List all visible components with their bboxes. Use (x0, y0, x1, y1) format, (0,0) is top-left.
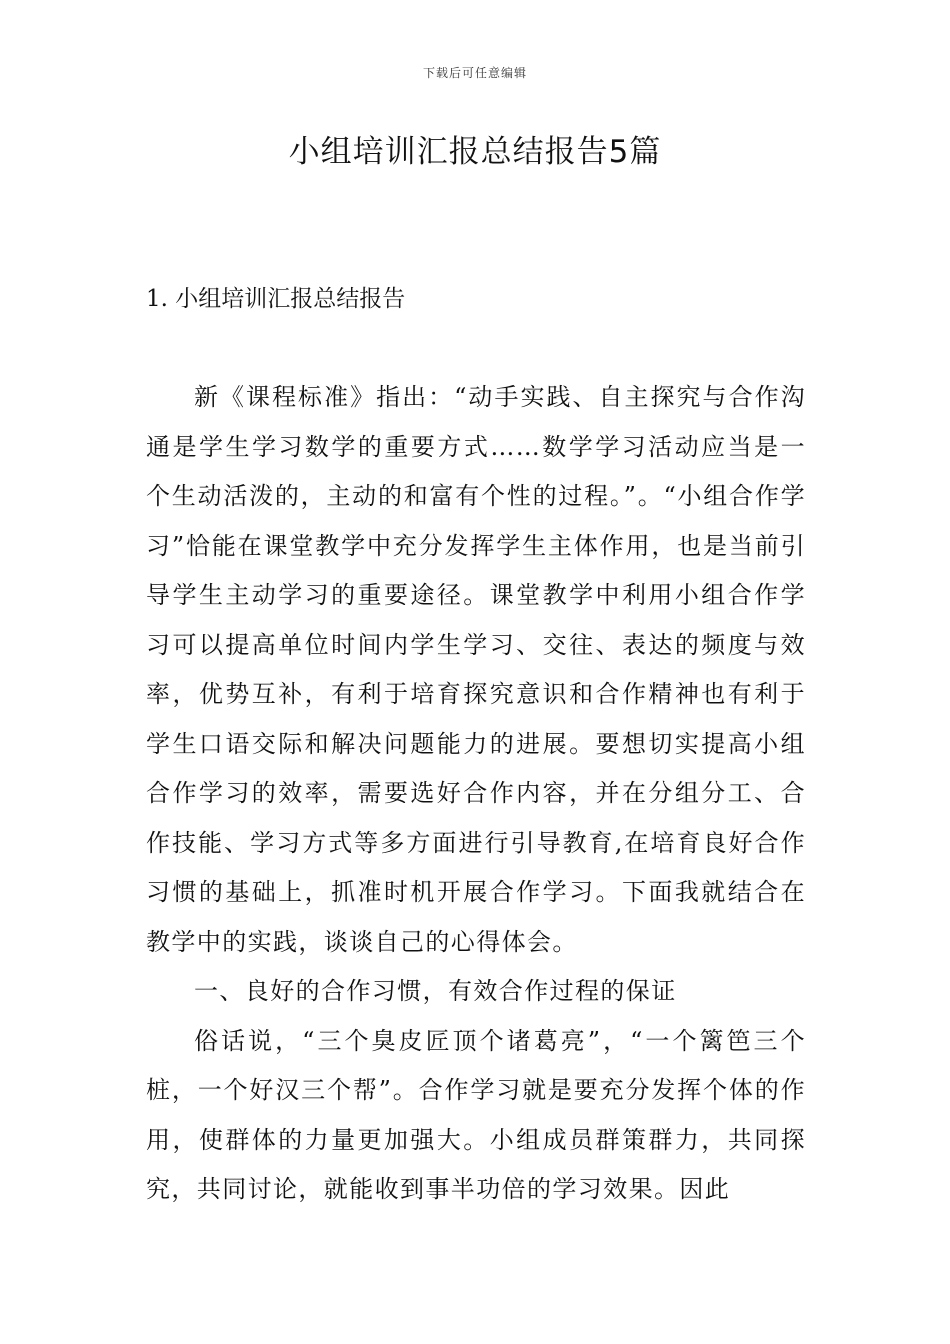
document-body (146, 373, 806, 1215)
paragraph-proverb: 俗话说，“三个臭皮匠顶个诸葛亮”，“一个篱笆三个桩，一个好汉三个帮”。合作学习就是要充分发挥个体的作用，使群体的力量更加强大。小组成员群策群力，共同探究，共同讨论，就能收到事半功倍的学习效果。因此 (146, 1026, 806, 1203)
page-header-note: 下载后可任意编辑 (422, 66, 527, 80)
paragraph-intro: 新《课程标准》指出：“动手实践、自主探究与合作沟通是学生学习数学的重要方式……数学学习活动应当是一个生动活泼的，主动的和富有个性的过程。”。“小组合作学习”恰能在课堂教学中充分发挥学生主体作用，也是当前引导学生主动学习的重要途径。课堂教学中利用小组合作学习可以提高单位时间内学生学习、交往、表达的频度与效率，优势互补，有利于培育探究意识和合作精神也有利于学生口语交际和解决问题能力的进展。要想切实提高小组合作学习的效率，需要选好合作内容，并在分组分工、合作技能、学习方式等多方面进行引导教育,在培育良好合作习惯的基础上，抓准时机开展合作学习。下面我就结合在教学中的实践，谈谈自己的心得体会。 (146, 383, 806, 956)
document-title: 小组培训汇报总结报告5篇 (288, 134, 662, 170)
subheading-habits: 一、良好的合作习惯，有效合作过程的保证 (194, 977, 677, 1005)
section-heading: 1. 小组培训汇报总结报告 (146, 286, 406, 312)
